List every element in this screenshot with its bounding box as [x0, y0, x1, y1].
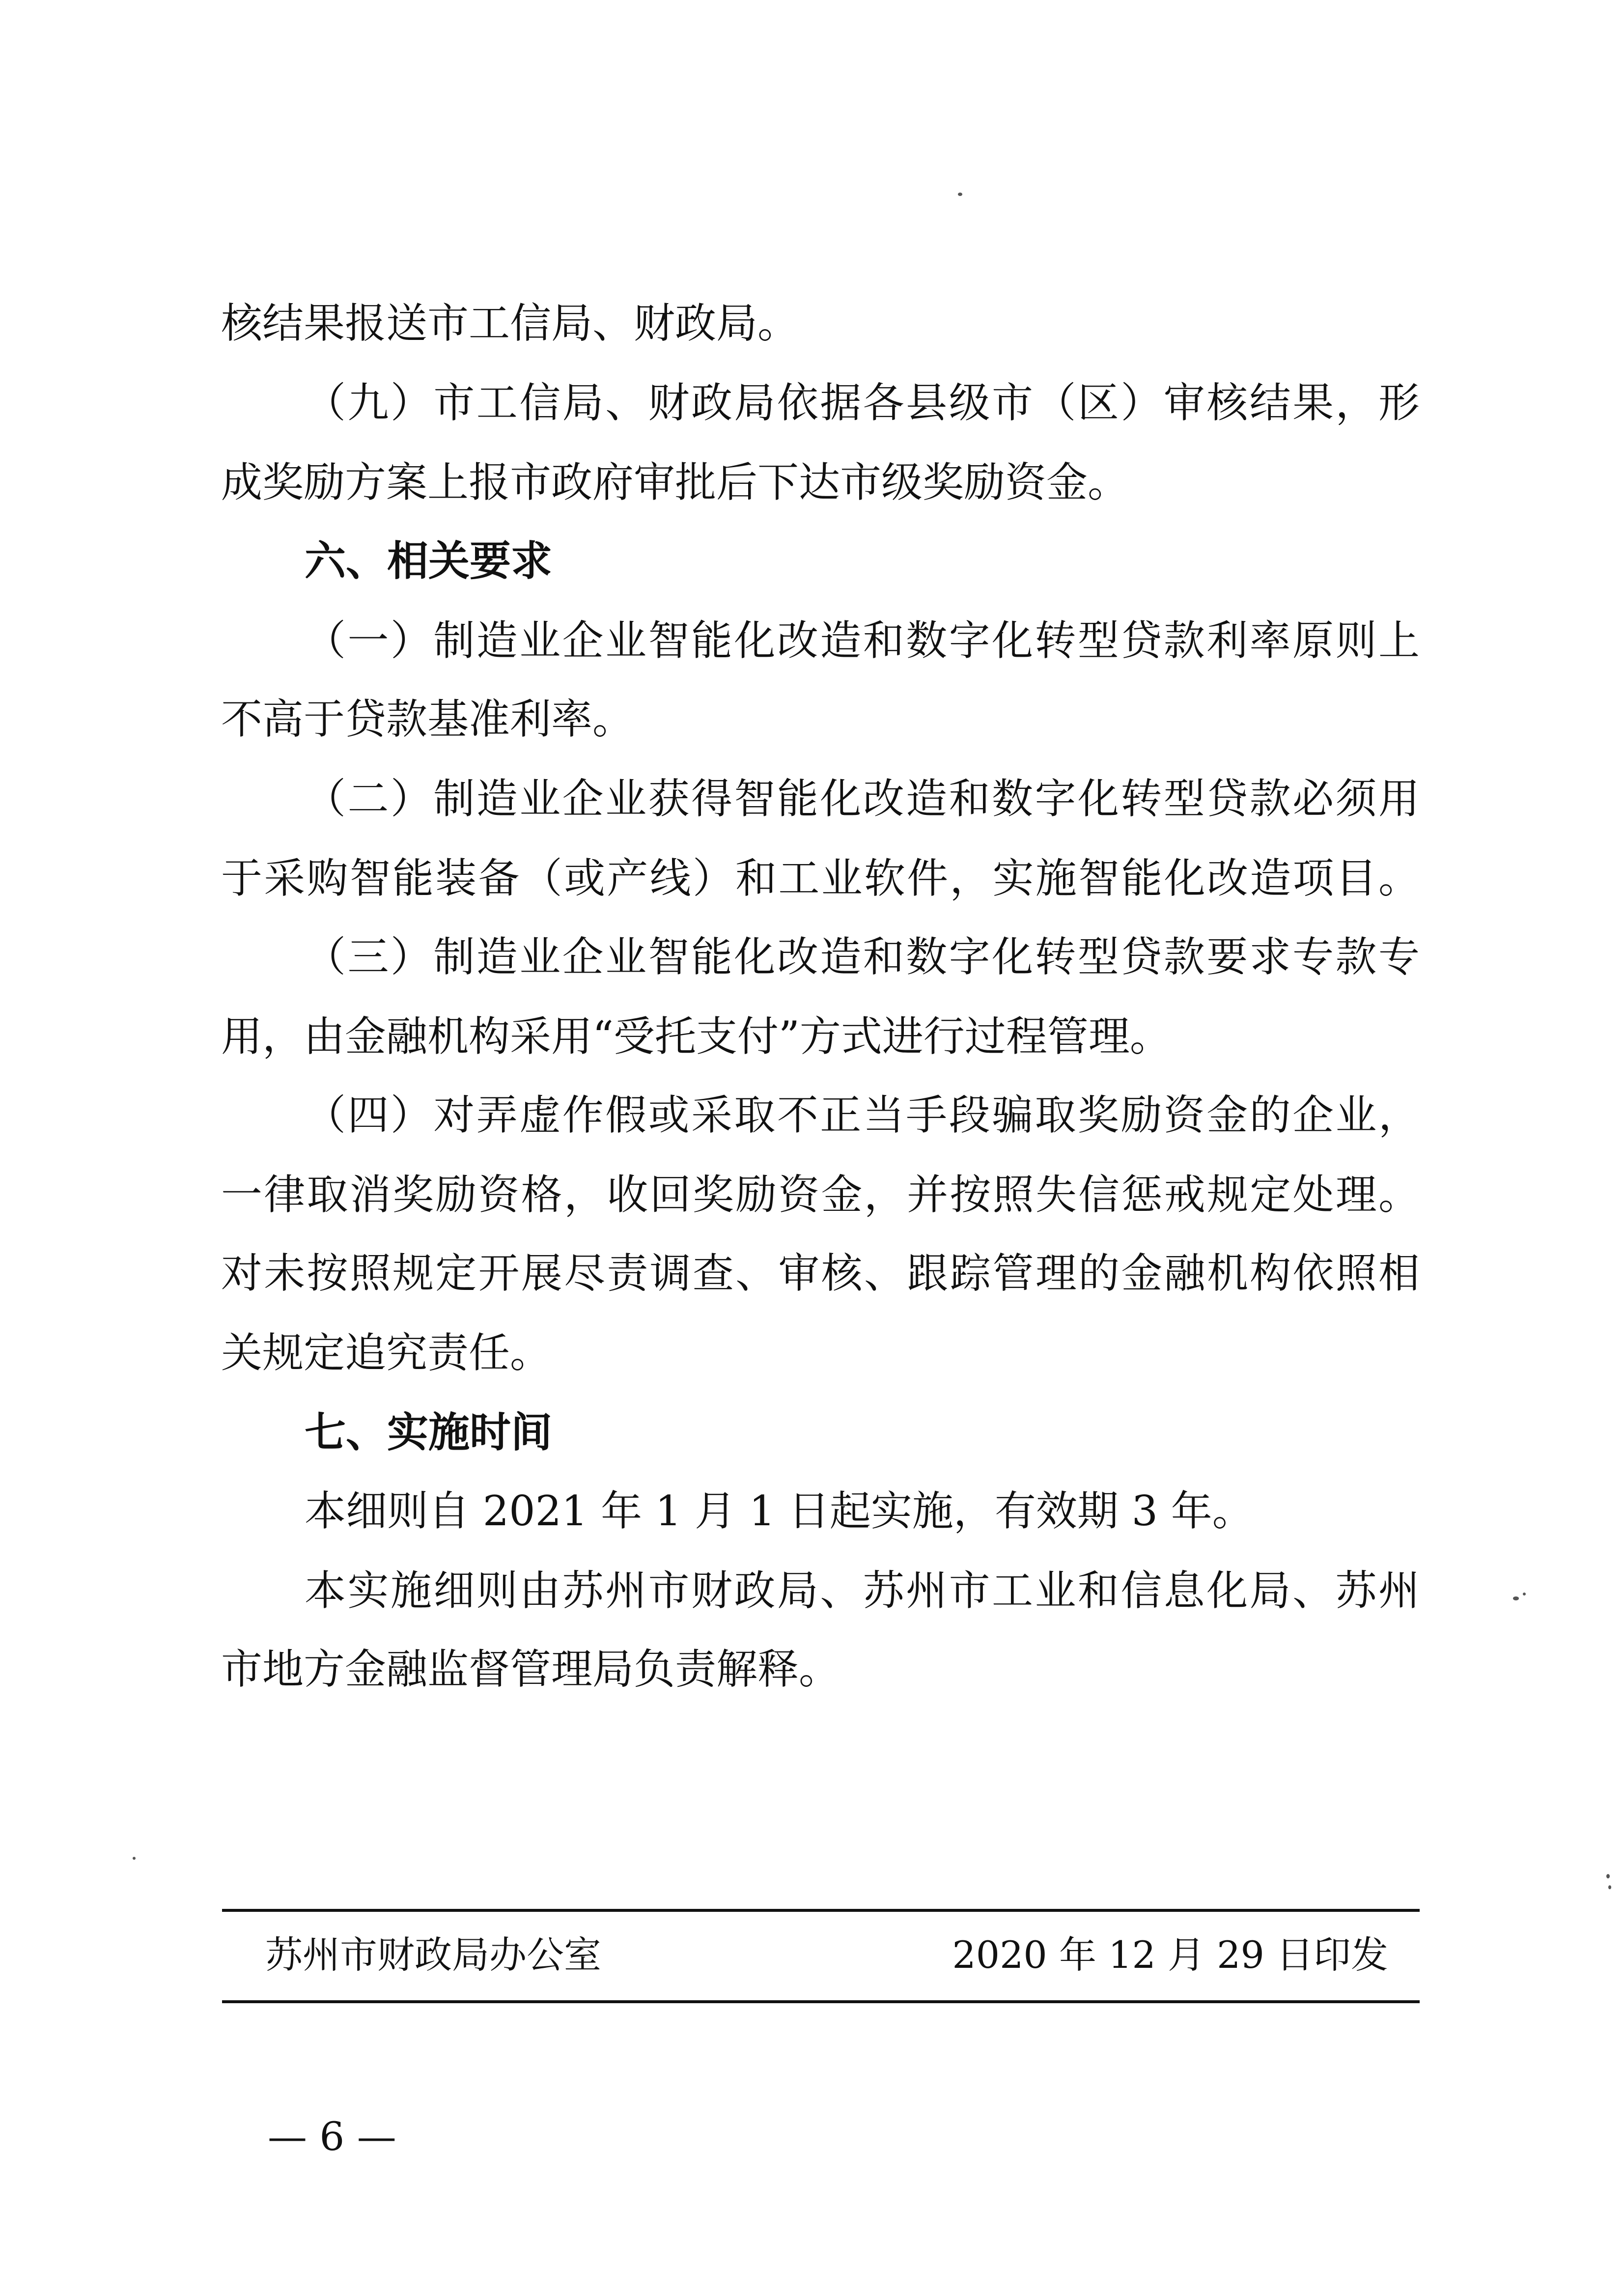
scan-speck	[1523, 1593, 1526, 1595]
body-line: 关规定追究责任。	[221, 1329, 552, 1377]
page-number: — 6 —	[268, 2114, 396, 2159]
body-line: 本实施细则由苏州市财政局、苏州市工业和信息化局、苏州	[305, 1567, 1420, 1615]
body-line: 市地方金融监督管理局负责解释。	[221, 1645, 840, 1693]
scan-speck	[133, 1857, 136, 1860]
scan-speck	[1608, 1885, 1611, 1889]
body-line: 不高于贷款基准利率。	[221, 695, 634, 743]
scan-speck	[1606, 1874, 1610, 1878]
body-line: 成奖励方案上报市政府审批后下达市级奖励资金。	[221, 458, 1129, 506]
body-line: （二）制造业企业获得智能化改造和数字化转型贷款必须用	[305, 775, 1420, 823]
body-line: （四）对弄虚作假或采取不正当手段骗取奖励资金的企业，	[305, 1091, 1420, 1139]
section-heading: 六、相关要求	[305, 537, 553, 585]
body-line: 对未按照规定开展尽责调查、审核、跟踪管理的金融机构依照相	[221, 1249, 1420, 1297]
footer-issuer: 苏州市财政局办公室	[265, 1933, 601, 1977]
scan-speck	[1513, 1596, 1519, 1600]
body-line: 本细则自 2021 年 1 月 1 日起实施，有效期 3 年。	[305, 1487, 1254, 1535]
body-line: （一）制造业企业智能化改造和数字化转型贷款利率原则上	[305, 616, 1420, 665]
body-line: （九）市工信局、财政局依据各县级市（区）审核结果，形	[305, 379, 1420, 427]
body-line: 一律取消奖励资格，收回奖励资金，并按照失信惩戒规定处理。	[221, 1171, 1420, 1219]
body-line: 于采购智能装备（或产线）和工业软件，实施智能化改造项目。	[221, 854, 1420, 902]
scan-speck	[958, 193, 962, 196]
body-line: 核结果报送市工信局、财政局。	[221, 299, 799, 347]
body-line: （三）制造业企业智能化改造和数字化转型贷款要求专款专	[305, 933, 1420, 981]
footer-issued-date: 2020 年 12 月 29 日印发	[952, 1933, 1388, 1977]
footer-bottom-rule	[222, 2000, 1420, 2003]
body-line: 用，由金融机构采用“受托支付”方式进行过程管理。	[221, 1012, 1171, 1061]
footer-top-rule	[222, 1909, 1420, 1912]
section-heading: 七、实施时间	[305, 1408, 553, 1456]
